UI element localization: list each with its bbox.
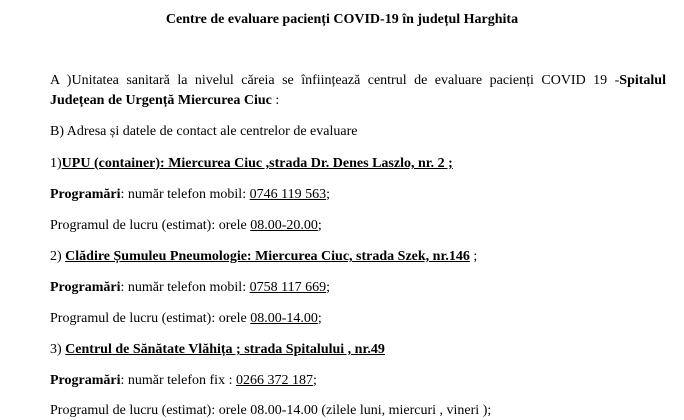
center-2-schedule (50, 311, 322, 327)
center-1-name-address: UPU (container): Miercurea Ciuc ,strada Dr. Denes Laszlo, nr. 2 ; (61, 156, 453, 171)
center-3-name-address: Centrul de Sănătate Vlăhița ; strada Spitalului , nr.49 (65, 342, 385, 357)
section-a-line-1 (50, 73, 666, 89)
center-1-phone: 0746 119 563 (249, 187, 327, 202)
center-1-appt-text: : număr telefon mobil: (120, 187, 250, 202)
center-1-schedule-text: Programul de lucru (estimat): orele (50, 218, 251, 233)
center-2-appt-text: : număr telefon mobil: (120, 280, 250, 295)
center-2-number: 2) (50, 249, 66, 264)
center-2-phone: 0758 117 669 (249, 280, 327, 295)
center-1-heading (50, 156, 453, 172)
section-a-hospital-start: Spitalul (619, 73, 666, 88)
section-a-colon: : (271, 93, 280, 108)
center-3-number: 3) (50, 342, 66, 357)
center-1-appt-label: Programări (50, 187, 121, 202)
center-2-appt-label: Programări (50, 280, 121, 295)
center-2-hours: 08.00-14.00 (250, 311, 318, 326)
center-1-schedule (50, 218, 322, 234)
document-title: Centre de evaluare pacienți COVID-19 în județul Harghita (165, 12, 519, 27)
center-2-phone-suffix: ; (326, 280, 330, 295)
center-3-heading (50, 342, 385, 358)
center-3-appt-label: Programări (50, 373, 121, 388)
center-1-hours: 08.00-20.00 (250, 218, 318, 233)
section-a-text: A )Unitatea sanitară la nivelul căreia se înființează centrul de evaluare pacienți COVID 19 - (50, 73, 620, 88)
center-2-name-address: Clădire Șumuleu Pneumologie: Miercurea Ciuc, strada Szek, nr.146 (65, 249, 470, 264)
center-1-number: 1) (50, 156, 62, 171)
center-2-appointments (50, 280, 330, 296)
section-a-hospital-name: Județean de Urgență Miercurea Ciuc (50, 93, 272, 108)
center-3-appointments (50, 373, 317, 389)
center-1-appointments (50, 187, 330, 203)
center-2-schedule-text: Programul de lucru (estimat): orele (50, 311, 251, 326)
section-a-line-2 (50, 93, 279, 109)
center-1-phone-suffix: ; (326, 187, 330, 202)
center-1-schedule-suffix: ; (317, 218, 322, 233)
section-b-heading: B) Adresa și datele de contact ale centrelor de evaluare (50, 124, 358, 139)
center-3-phone: 0266 372 187 (235, 373, 313, 388)
center-3-appt-text: : număr telefon fix : (120, 373, 236, 388)
center-2-schedule-suffix: ; (317, 311, 322, 326)
center-3-phone-suffix: ; (312, 373, 317, 388)
center-2-name-suffix: ; (469, 249, 478, 264)
center-2-heading (50, 249, 477, 265)
center-3-schedule: Programul de lucru (estimat): orele 08.00-14.00 (zilele luni, miercuri , vineri ); (50, 403, 492, 418)
